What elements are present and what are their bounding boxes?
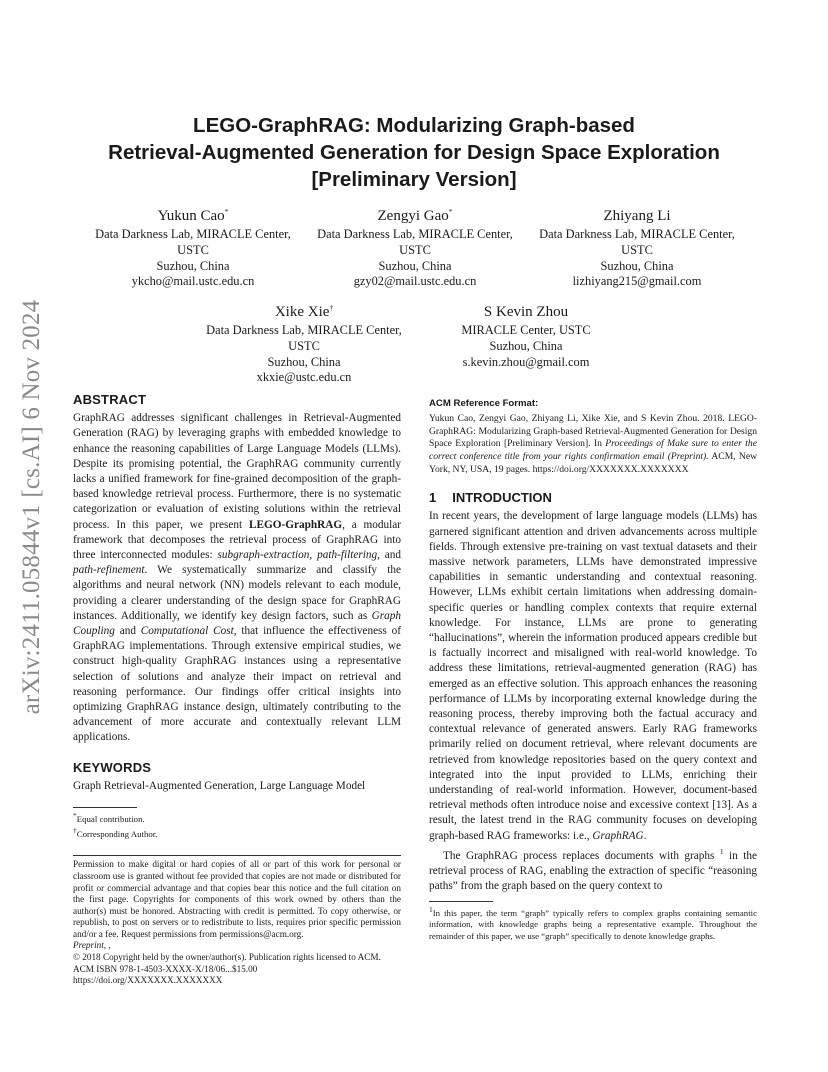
keywords-text: Graph Retrieval-Augmented Generation, Large Language Model (73, 779, 366, 792)
author-affiliation: Data Darkness Lab, MIRACLE Center, (539, 227, 735, 241)
abstract-text: GraphRAG addresses significant challenges in Retrieval-Augmented Generation (RAG) by leveraging graphs with embedded knowledge to enhance the reasoning capabilities of Large Language Models (LLMs). Despite its promising potential, the GraphRAG community currently lacks a unified framework for fine-grained decomposition of the graph-based knowledge retrieval process. Furthermore, there is no systematic categorization or evaluation of existing solutions within the retrieval process. In this paper, we present LEGO-GraphRAG, a modular framework that decomposes the retrieval process of GraphRAG into three interconnected modules: subgraph-extraction, path-filtering, and path-refinement. We systematically summarize and classify the algorithms and neural network (NN) models relevant to each module, providing a clearer understanding of the design space for GraphRAG instances. Additionally, we identify key design factors, such as Graph Coupling and Computational Cost, that influence the effectiveness of GraphRAG implementations. Through extensive empirical studies, we construct high-quality GraphRAG instances using a representative selection of solutions and analyze their impact on retrieval and reasoning performance. Our findings offer critical insights into optimizing GraphRAG instance design, ultimately contributing to the advancement of more accurate and contextually relevant LLM applications. (73, 412, 402, 744)
acm-reference-heading: ACM Reference Format: (429, 398, 539, 409)
preprint-note: Preprint, , (73, 940, 111, 951)
footnote-rule (429, 901, 493, 902)
author-name: Yukun Cao* (157, 207, 229, 224)
author-email: lizhiyang215@gmail.com (572, 274, 702, 289)
keywords-heading: KEYWORDS (73, 759, 152, 775)
acm-reference-text: Yukun Cao, Zengyi Gao, Zhiyang Li, Xike Xie, and S Kevin Zhou. 2018. LEGO-GraphRAG: Modularizing Graph-based Retrieval-Augmented Generation for Design Space Exploration [Preliminary Version]. In Proceedings of Make sure to enter the correct conference title from your rights confirmation email (Preprint). ACM, New York, NY, USA, 19 pages. https://doi.org/XXXXXXX.XXXXXXX (429, 413, 758, 475)
author-affiliation: Data Darkness Lab, MIRACLE Center, (206, 323, 402, 337)
author-affiliation: USTC (399, 242, 431, 257)
author-location: Suzhou, China (378, 258, 452, 273)
author-affiliation: USTC (288, 338, 320, 353)
author-block (305, 201, 525, 290)
author-location: Suzhou, China (600, 258, 674, 273)
left-column (73, 392, 401, 987)
author-block (83, 201, 303, 290)
author-affiliation: Data Darkness Lab, MIRACLE Center, (317, 227, 513, 241)
author-affiliation: MIRACLE Center, USTC (461, 323, 591, 337)
copyright-line: © 2018 Copyright held by the owner/author(s). Publication rights licensed to ACM. (73, 952, 381, 963)
intro-paragraph-2: The GraphRAG process replaces documents with graphs $^1$ in the retrieval process of RAG, enabling the extraction of specific “reasoning paths” from the graph based on the query context to (429, 846, 757, 892)
isbn-line: ACM ISBN 978-1-4503-XXXX-X/18/06...$15.00 (73, 963, 258, 974)
author-email: s.kevin.zhou@gmail.com (462, 354, 590, 369)
author-affiliation: USTC (621, 242, 653, 257)
abstract-heading: ABSTRACT (73, 392, 147, 407)
author-name: Xike Xie† (274, 303, 334, 320)
paper-title (60, 112, 768, 193)
author-block (527, 201, 747, 290)
author-name: Zengyi Gao* (377, 207, 453, 224)
author-location: Suzhou, China (267, 354, 341, 369)
author-email: xkxie@ustc.edu.cn (256, 370, 352, 385)
author-block (194, 297, 414, 386)
permission-notice: Permission to make digital or hard copies of all or part of this work for personal or classroom use is granted without fee provided that copies are not made or distributed for profit or commercial advantage and that copies bear this notice and the full citation on the first page. Copyrights for components of this work owned by others than the author(s) must be honored. Abstracting with credit is permitted. To copy otherwise, or republish, to post on servers or to redistribute to lists, requires prior specific permission and/or a fee. Request permissions from permissions@acm.org. (73, 859, 401, 939)
footnote-corresponding: †Corresponding Author. (73, 826, 158, 840)
footnote-equal: *Equal contribution. (73, 811, 145, 824)
permission-rule (73, 855, 401, 856)
arxiv-stamp (12, 297, 52, 717)
author-email: ykcho@mail.ustc.edu.cn (131, 274, 255, 289)
author-location: Suzhou, China (156, 258, 230, 273)
author-location: Suzhou, China (489, 338, 563, 353)
author-email: gzy02@mail.ustc.edu.cn (353, 274, 477, 289)
introduction-heading: 1 INTRODUCTION (429, 490, 552, 506)
author-name: Zhiyang Li (603, 208, 671, 224)
title-line-1: LEGO-GraphRAG: Modularizing Graph-based (193, 114, 635, 137)
intro-paragraph-1: In recent years, the development of large language models (LLMs) has garnered significant attention and driven advancements across multiple fields. Through extensive pre-training on vast textual datasets and their massive network parameters, LLMs have demonstrated impressive capabilities in semantic understanding and contextual reasoning. However, LLMs exhibit certain limitations when addressing domain-specific queries or handling complex contexts that require external knowledge. For instance, LLMs are prone to generating “hallucinations”, wherein the information produced appears credible but is factually incorrect and misaligned with real-world knowledge. To address these limitations, retrieval-augmented generation (RAG) has emerged as an effective solution. This approach enhances the reasoning performance of LLMs by incorporating external knowledge during the reasoning process, thereby improving both the factual accuracy and contextual relevance of generated answers. Early RAG frameworks primarily relied on document retrieval, where relevant documents are retrieved from knowledge repositories based on the query context and integrated into the input provided to LLMs, enriching their understanding of real-world information. However, document-based retrieval methods often introduce noise and excessive context [13]. As a result, the latest trend in the RAG community focuses on developing graph-based RAG frameworks: i.e., GraphRAG. (429, 510, 757, 842)
author-block (416, 297, 636, 370)
title-line-2: Retrieval-Augmented Generation for Design Space Exploration (108, 141, 720, 164)
footnote-rule (73, 807, 137, 808)
footnote-graph-definition: $^1$In this paper, the term “graph” typically refers to complex graphs containing semantic information, with knowledge graphs being a representative example. Throughout the remainder of this paper, we use “graph” specifically to denote knowledge graphs. (429, 905, 757, 941)
right-column (429, 396, 757, 942)
doi-link[interactable]: https://doi.org/XXXXXXX.XXXXXXX (73, 975, 223, 986)
arxiv-identifier: arXiv:2411.05844v1 [cs.AI] 6 Nov 2024 (18, 299, 45, 715)
author-name: S Kevin Zhou (483, 304, 569, 320)
title-line-3: [Preliminary Version] (311, 168, 517, 191)
author-affiliation: USTC (177, 242, 209, 257)
author-affiliation: Data Darkness Lab, MIRACLE Center, (95, 227, 291, 241)
